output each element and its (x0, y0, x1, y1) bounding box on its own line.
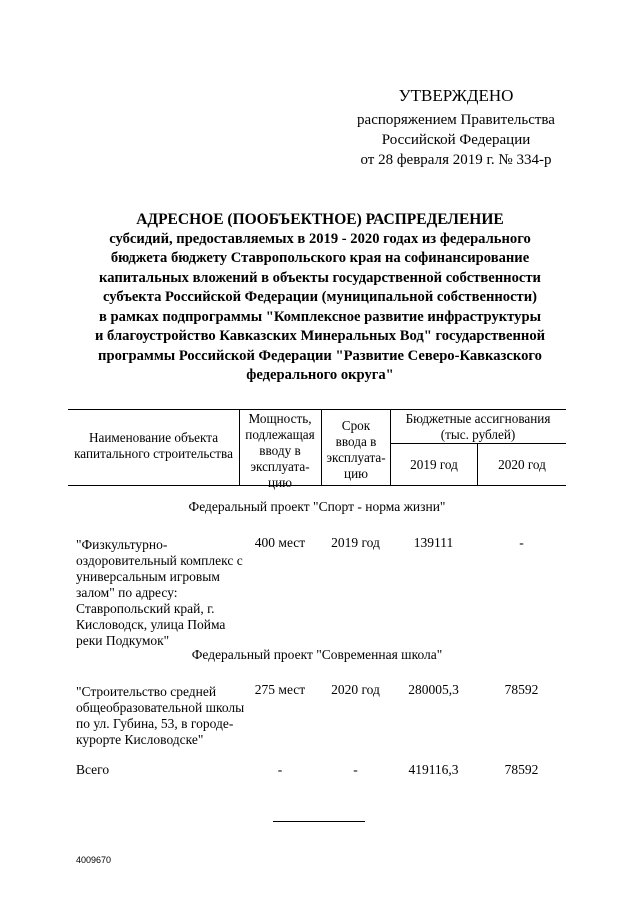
title-line-4: капитальных вложений в объекты государственной собственности (99, 269, 541, 286)
budget-sub-rule (390, 443, 566, 444)
approved-line-2: Российской Федерации (381, 132, 531, 148)
row-term: 2020 год (331, 682, 380, 697)
table-divider (477, 443, 478, 485)
row-2020: 78592 (504, 682, 539, 697)
header-2019: 2019 год (410, 457, 458, 472)
title-line-1: АДРЕСНОЕ (ПООБЪЕКТНОЕ) РАСПРЕДЕЛЕНИЕ (136, 211, 504, 228)
total-label: Всего (76, 762, 110, 777)
approved-line-3: от 28 февраля 2019 г. № 334-р (360, 152, 552, 168)
section-title: Федеральный проект "Современная школа" (191, 647, 443, 662)
header-capacity: Мощность, подлежащая вводу в эксплуата-цию (245, 411, 315, 490)
approval-block (356, 86, 556, 170)
table-divider (390, 409, 391, 485)
row-2019: 139111 (413, 535, 454, 550)
total-2019: 419116,3 (408, 762, 459, 777)
table-divider (239, 409, 240, 485)
header-budget: Бюджетные ассигнования (тыс. рублей) (405, 411, 551, 442)
section-title: Федеральный проект "Спорт - норма жизни" (188, 499, 446, 514)
title-line-9: федерального округа" (246, 367, 394, 383)
row-2020: - (519, 535, 524, 550)
title-line-6: в рамках подпрограммы "Комплексное развитие инфраструктуры (99, 308, 541, 325)
row-name: "Строительство средней общеобразовательной школы по ул. Губина, 53, в городе-курорте Кисловодске" (76, 684, 245, 747)
end-rule (273, 821, 365, 822)
approved-line-1: распоряжением Правительства (357, 112, 555, 128)
row-term: 2019 год (331, 535, 380, 550)
document-title (40, 210, 600, 386)
header-2020: 2020 год (498, 457, 546, 472)
title-line-8: программы Российской Федерации "Развитие Северо-Кавказского (98, 347, 542, 364)
title-line-3: бюджета бюджету Ставропольского края на софинансирование (110, 250, 530, 266)
row-capacity: 275 мест (254, 682, 306, 697)
row-capacity: 400 мест (254, 535, 306, 550)
table-divider (321, 409, 322, 485)
header-term: Срок ввода в эксплуата-цию (326, 418, 386, 481)
document-number: 4009670 (76, 855, 112, 865)
title-line-7: и благоустройство Кавказских Минеральных Вод" государственной (94, 328, 546, 344)
row-name: "Физкультурно-оздоровительный комплекс с универсальным игровым залом" по адресу: Ставропольский край, г. Кисловодск, улица Пойма реки Подкумок" (76, 537, 243, 648)
title-line-2: субсидий, предоставляемых в 2019 - 2020 годах из федерального (109, 230, 531, 247)
title-line-5: субъекта Российской Федерации (муниципальной собственности) (103, 289, 537, 305)
header-name: Наименование объекта капитального строительства (74, 430, 233, 461)
total-term: - (353, 762, 358, 777)
total-2020: 78592 (504, 762, 539, 777)
approved-heading: УТВЕРЖДЕНО (398, 86, 514, 105)
table-top-rule (68, 409, 566, 410)
total-capacity: - (277, 762, 283, 777)
row-2019: 280005,3 (408, 682, 459, 697)
